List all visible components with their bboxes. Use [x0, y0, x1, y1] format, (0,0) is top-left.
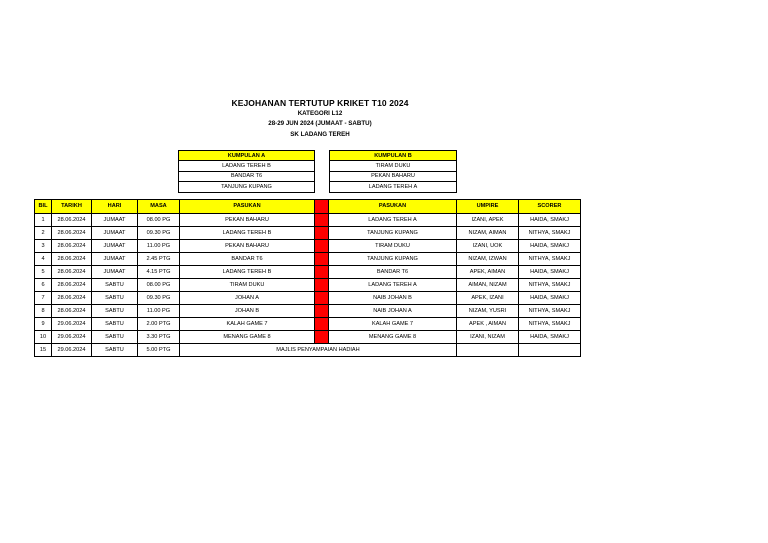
header-umpire: UMPIRE [457, 200, 519, 214]
cell-masa: 5.00 PTG [138, 343, 180, 356]
cell-tarikh: 29.06.2024 [52, 317, 92, 330]
category-label: KATEGORI L12 [297, 109, 343, 117]
cell-pasukan-1: BANDAR T6 [180, 252, 315, 265]
cell-tarikh: 28.06.2024 [52, 278, 92, 291]
cell-umpire: AIMAN, NIZAM [457, 278, 519, 291]
cell-umpire: APEK, IZANI [457, 291, 519, 304]
cell-pasukan-1: JOHAN B [180, 304, 315, 317]
cell-masa: 08.00 PG [138, 213, 180, 226]
table-row-final [35, 343, 581, 356]
cell-umpire [457, 343, 519, 356]
cell-bil: 9 [35, 317, 52, 330]
cell-masa: 2.00 PTG [138, 317, 180, 330]
header-hari: HARI [92, 200, 138, 214]
cell-hari: JUMAAT [92, 252, 138, 265]
cell-hari: JUMAAT [92, 213, 138, 226]
cell-umpire: NIZAM, AIMAN [457, 226, 519, 239]
cell-bil: 10 [35, 330, 52, 343]
cell-pasukan-1: LADANG TEREH B [180, 265, 315, 278]
cell-hari: JUMAAT [92, 226, 138, 239]
table-row [35, 226, 581, 239]
table-row [35, 330, 581, 343]
cell-hari: SABTU [92, 317, 138, 330]
group-b-team: PEKAN BAHARU [330, 171, 457, 182]
cell-scorer: NITHYA, SMAKJ [519, 278, 581, 291]
cell-pasukan-2: MENANG GAME 8 [329, 330, 457, 343]
cell-tarikh: 28.06.2024 [52, 252, 92, 265]
table-row [35, 239, 581, 252]
cell-scorer: HAIDA, SMAKJ [519, 239, 581, 252]
cell-pasukan-2: LADANG TEREH A [329, 278, 457, 291]
cell-masa: 09.30 PG [138, 226, 180, 239]
cell-scorer [519, 343, 581, 356]
cell-umpire: IZANI, APEK [457, 213, 519, 226]
table-row [35, 213, 581, 226]
cell-tarikh: 29.06.2024 [52, 330, 92, 343]
cell-scorer: NITHYA, SMAKJ [519, 226, 581, 239]
cell-umpire: IZANI, UOK [457, 239, 519, 252]
cell-hari: SABTU [92, 278, 138, 291]
cell-vs: VS [315, 330, 329, 343]
cell-pasukan-2: NAIB JOHAN B [329, 291, 457, 304]
cell-scorer: HAIDA, SMAKJ [519, 330, 581, 343]
cell-pasukan-1: KALAH GAME 7 [180, 317, 315, 330]
date-range: 28-29 JUN 2024 (JUMAAT - SABTU) [268, 120, 372, 127]
cell-masa: 3.30 PTG [138, 330, 180, 343]
cell-scorer: HAIDA, SMAKJ [519, 265, 581, 278]
cell-vs: VS [315, 304, 329, 317]
cell-pasukan-1: TIRAM DUKU [180, 278, 315, 291]
cell-scorer: NITHYA, SMAKJ [519, 304, 581, 317]
cell-umpire: APEK, AIMAN [457, 265, 519, 278]
group-a-table [178, 150, 315, 193]
cell-masa: 09.30 PG [138, 291, 180, 304]
cell-scorer: NITHYA, SMAKJ [519, 317, 581, 330]
schedule-header-row [35, 200, 581, 214]
table-row [35, 304, 581, 317]
venue-label: SK LADANG TEREH [290, 130, 350, 138]
cell-bil: 5 [35, 265, 52, 278]
cell-masa: 11.00 PG [138, 304, 180, 317]
cell-pasukan-2: KALAH GAME 7 [329, 317, 457, 330]
group-b-team: LADANG TEREH A [330, 182, 457, 193]
header-vs: VS [315, 200, 329, 214]
cell-hari: SABTU [92, 304, 138, 317]
cell-vs: VS [315, 317, 329, 330]
cell-bil: 4 [35, 252, 52, 265]
table-row [35, 317, 581, 330]
cell-pasukan-2: LADANG TEREH A [329, 213, 457, 226]
cell-bil: 3 [35, 239, 52, 252]
group-a-heading: KUMPULAN A [179, 151, 315, 161]
group-a-team: TANJUNG KUPANG [179, 182, 315, 193]
cell-pasukan-1: MENANG GAME 8 [180, 330, 315, 343]
group-b-heading: KUMPULAN B [330, 151, 457, 161]
document-header [0, 98, 640, 140]
cell-umpire: NIZAM, IZWAN [457, 252, 519, 265]
group-b-team: TIRAM DUKU [330, 161, 457, 172]
cell-umpire: APEK , AIMAN [457, 317, 519, 330]
cell-pasukan-2: BANDAR T6 [329, 265, 457, 278]
cell-tarikh: 28.06.2024 [52, 304, 92, 317]
cell-pasukan-2: TANJUNG KUPANG [329, 226, 457, 239]
header-bil: BIL [35, 200, 52, 214]
cell-vs: VS [315, 291, 329, 304]
cell-hari: JUMAAT [92, 239, 138, 252]
table-row [35, 265, 581, 278]
group-b-table [329, 150, 457, 193]
cell-hari: JUMAAT [92, 265, 138, 278]
schedule-table [34, 199, 581, 357]
cell-tarikh: 28.06.2024 [52, 226, 92, 239]
cell-bil: 2 [35, 226, 52, 239]
cell-pasukan-2: TANJUNG KUPANG [329, 252, 457, 265]
cell-pasukan-1: LADANG TEREH B [180, 226, 315, 239]
header-masa: MASA [138, 200, 180, 214]
cell-vs: VS [315, 239, 329, 252]
cell-pasukan-1: PEKAN BAHARU [180, 213, 315, 226]
cell-tarikh: 28.06.2024 [52, 213, 92, 226]
cell-note: MAJLIS PENYAMPAIAN HADIAH [180, 343, 457, 356]
cell-pasukan-1: JOHAN A [180, 291, 315, 304]
cell-hari: SABTU [92, 330, 138, 343]
cell-masa: 4.15 PTG [138, 265, 180, 278]
cell-tarikh: 29.06.2024 [52, 343, 92, 356]
cell-pasukan-1: PEKAN BAHARU [180, 239, 315, 252]
cell-hari: SABTU [92, 343, 138, 356]
cell-vs: VS [315, 252, 329, 265]
cell-bil: 6 [35, 278, 52, 291]
cell-vs: VS [315, 213, 329, 226]
header-pasukan-1: PASUKAN [180, 200, 315, 214]
page-title: KEJOHANAN TERTUTUP KRIKET T10 2024 [231, 98, 409, 108]
cell-vs: VS [315, 265, 329, 278]
group-a-team: LADANG TEREH B [179, 161, 315, 172]
cell-tarikh: 28.06.2024 [52, 265, 92, 278]
cell-pasukan-2: NAIB JOHAN A [329, 304, 457, 317]
cell-masa: 08.00 PG [138, 278, 180, 291]
cell-umpire: NIZAM, YUSRI [457, 304, 519, 317]
cell-umpire: IZANI, NIZAM [457, 330, 519, 343]
cell-bil: 15 [35, 343, 52, 356]
cell-bil: 7 [35, 291, 52, 304]
header-tarikh: TARIKH [52, 200, 92, 214]
cell-pasukan-2: TIRAM DUKU [329, 239, 457, 252]
cell-bil: 1 [35, 213, 52, 226]
cell-vs: VS [315, 226, 329, 239]
cell-scorer: HAIDA, SMAKJ [519, 291, 581, 304]
table-row [35, 278, 581, 291]
cell-tarikh: 28.06.2024 [52, 239, 92, 252]
cell-bil: 8 [35, 304, 52, 317]
cell-scorer: NITHYA, SMAKJ [519, 252, 581, 265]
cell-hari: SABTU [92, 291, 138, 304]
cell-tarikh: 28.06.2024 [52, 291, 92, 304]
cell-masa: 2.45 PTG [138, 252, 180, 265]
table-row [35, 252, 581, 265]
group-a-team: BANDAR T6 [179, 171, 315, 182]
header-pasukan-2: PASUKAN [329, 200, 457, 214]
cell-scorer: HAIDA, SMAKJ [519, 213, 581, 226]
table-row [35, 291, 581, 304]
cell-masa: 11.00 PG [138, 239, 180, 252]
cell-vs: VS [315, 278, 329, 291]
header-scorer: SCORER [519, 200, 581, 214]
